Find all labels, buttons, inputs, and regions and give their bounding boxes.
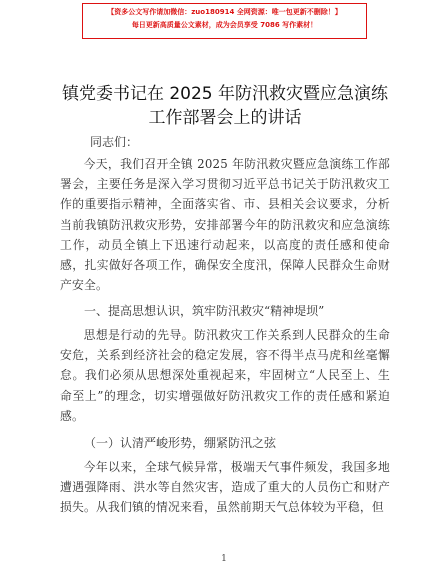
section-heading-1: 一、提高思想认识，筑牢防汛救灾“精神堤坝” xyxy=(84,304,325,318)
page-number: 1 xyxy=(221,554,227,564)
subsection-heading-1: （一）认清严峻形势，绷紧防汛之弦 xyxy=(84,436,277,450)
document-title: 镇党委书记在 2025 年防汛救灾暨应急演练工作部署会上的讲话 xyxy=(61,84,389,128)
promo-banner-line1: 【资多公文写作请加微信：zuo180914 全网资源：唯一包更新不删除！】 xyxy=(107,8,342,16)
salutation: 同志们： xyxy=(90,135,139,149)
paragraph-intro: 今天，我们召开全镇 2025 年防汛救灾暨应急演练工作部署会，主要任务是深入学习贯彻习近平总书记关于防汛救灾工作的重要指示精神，全面落实省、市、县相关会议要求，分析当前我镇防汛救灾形势，安排部署今年的防汛救灾和应急演练工作，动员全镇上下迅速行动起来，以高度的责任感和使命感，扎实做好各项工作，确保安全度汛，保障人民群众生命财产安全。 xyxy=(60,157,390,293)
paragraph-subsection-1: 今年以来，全球气候异常，极端天气事件频发，我国多地遭遇强降雨、洪水等自然灾害，造成了重大的人员伤亡和财产损失。从我们镇的情况来看，虽然前期天气总体较为平稳，但 xyxy=(60,460,390,515)
promo-banner-line2: 每日更新高质量公文素材，成为会员享受 7086 写作素材！ xyxy=(131,21,318,29)
promo-banner xyxy=(82,3,367,39)
paragraph-section-1: 思想是行动的先导。防汛救灾工作关系到人民群众的生命安危，关系到经济社会的稳定发展，容不得半点马虎和丝毫懈怠。我们必须从思想深处重视起来，牢固树立“人民至上、生命至上”的理念，切实增强做好防汛救灾工作的责任感和紧迫感。 xyxy=(60,328,390,423)
